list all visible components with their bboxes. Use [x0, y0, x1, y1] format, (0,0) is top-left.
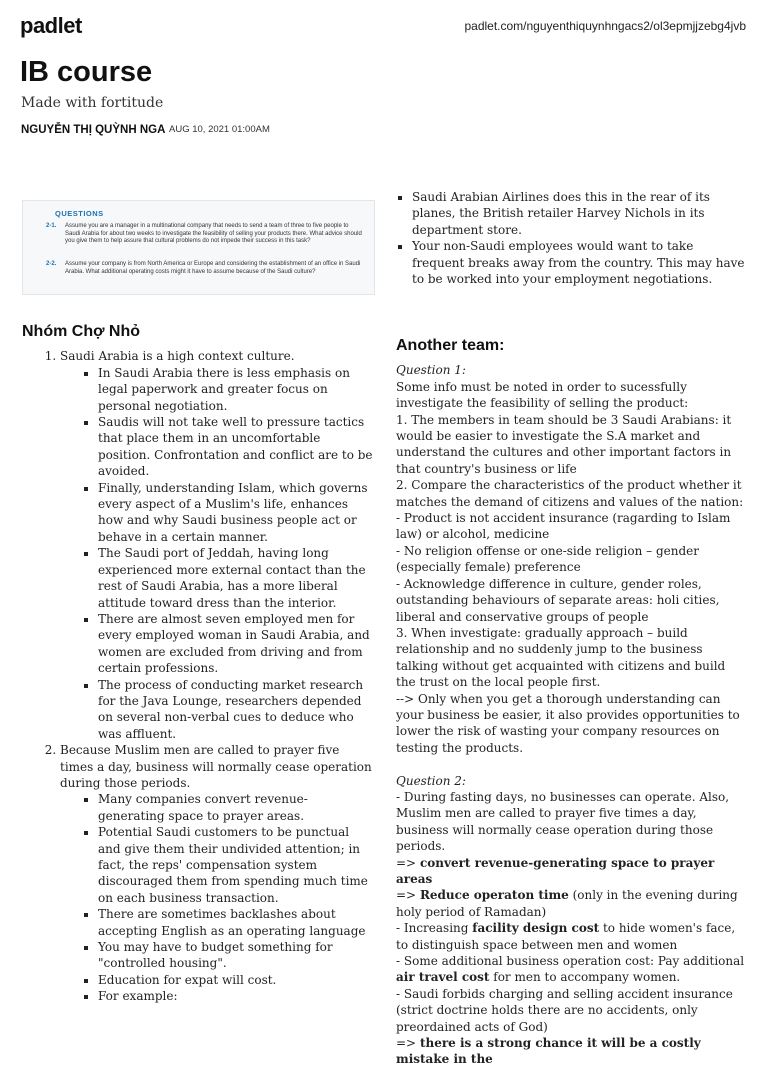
paragraph: [396, 1035, 748, 1068]
paragraph: - Product is not accident insurance (ragarding to Islam law) or alcohol, medicine: [396, 511, 731, 542]
author-name[interactable]: NGUYỄN THỊ QUỲNH NGA: [21, 124, 166, 136]
right-top-column: [396, 189, 748, 287]
list-item: ▪ The process of conducting market research for the Java Lounge, researchers depended on several non-verbal cues to deduce who was affluent.: [98, 677, 374, 743]
spacer: [396, 756, 748, 772]
left-column: [22, 324, 374, 1005]
list-item: ▪ The Saudi port of Jeddah, having long experienced more external contact than the rest of Saudi Arabia, has a more liberal attitude toward dress than the interior.: [98, 545, 374, 611]
paragraph: - Saudi forbids charging and selling accident insurance (strict doctrine holds there are no accidents, only preordained acts of God): [396, 986, 733, 1034]
paragraph: - No religion offense or one-side religion – gender (especially female) preference: [396, 543, 699, 575]
question-text: Assume your company is from North America or Europe and considering the establishment of an office in Saudi Arabia. What additional operating costs might it have to assume because of the Saudi culture?: [65, 261, 361, 275]
paragraph: 1. The members in team should be 3 Saudi Arabians: it would be easier to investigate the S.A market and understand the cultures and other important factors in that country's business or life: [396, 412, 732, 476]
right-column: [396, 338, 748, 1068]
list-item: ▪ You may have to budget something for "controlled housing".: [98, 939, 374, 972]
bullet-list: [60, 791, 374, 1004]
questions-image[interactable]: [22, 200, 375, 295]
list-item: ▪ There are almost seven employed men for every employed woman in Saudi Arabia, and women are excluded from driving and from certain professions.: [98, 611, 374, 677]
bold-text: facility design cost: [472, 921, 600, 936]
list-item: ▪ Many companies convert revenue-generating space to prayer areas.: [98, 791, 374, 824]
bold-text: there is a strong chance it will be a costly mistake in the: [396, 1036, 701, 1067]
post-subtitle: Made with fortitude: [21, 95, 164, 111]
bullet-list: [396, 189, 748, 287]
paragraph: [396, 953, 748, 986]
paragraph: Some info must be noted in order to sucessfully investigate the feasibility of selling the product:: [396, 379, 689, 411]
top-bar: [0, 0, 768, 52]
question-item: [47, 223, 363, 246]
list-item: ▪ There are sometimes backlashes about accepting English as an operating language: [98, 906, 374, 939]
paragraph: 2. Compare the characteristics of the product whether it matches the demand of citizens and values of the nation:: [396, 478, 744, 509]
numbered-list: [22, 348, 374, 1004]
padlet-logo[interactable]: padlet: [20, 13, 82, 38]
question-text: Assume you are a manager in a multinational company that needs to send a team of three to five people to Saudi Arabia for about two weeks to investigate the feasibility of selling your products there. What advice should you give them to help assure that cultural problems do not impede their success in this task?: [65, 223, 362, 245]
list-item: [60, 348, 374, 742]
paragraph: [396, 855, 748, 888]
question-item: [47, 261, 363, 276]
question-number: 2-2.: [46, 261, 57, 267]
text-prefix: - Some additional business operation cost: Pay additional: [396, 954, 745, 969]
bold-text: Reduce operaton time: [419, 888, 569, 903]
text-rest: to hide women's face, to distinguish space between men and women: [396, 921, 736, 952]
list-item-text: Saudi Arabia is a high context culture.: [60, 349, 295, 364]
list-item: ▪ For example:: [98, 988, 374, 1004]
list-item: ▪ In Saudi Arabia there is less emphasis on legal paperwork and greater focus on personal negotiation.: [98, 365, 374, 414]
list-item-text: Because Muslim men are called to prayer five times a day, business will normally cease operation during those periods.: [60, 743, 372, 790]
list-item: [60, 742, 374, 1005]
bold-text: convert revenue-generating space to prayer areas: [396, 855, 715, 886]
post-date: AUG 10, 2021 01:00AM: [169, 124, 270, 135]
question-label: [396, 362, 748, 378]
text-prefix: =>: [396, 855, 420, 870]
list-item: ▪ Potential Saudi customers to be punctual and give them their undivided attention; in fact, the reps' compensation system discouraged them from spending much time on each business transaction.: [98, 824, 374, 906]
question-1-label: Question 1:: [396, 363, 466, 378]
paragraph: --> Only when you get a thorough understanding can your business be easier, it also provides opportunities to lower the risk of wasting your company resources on testing the products.: [396, 691, 740, 755]
list-item: ▪ Your non-Saudi employees would want to take frequent breaks away from the country. This may have to be worked into your employment negotiations.: [412, 238, 748, 287]
post-title: IB course: [20, 56, 153, 88]
paragraph: - Acknowledge difference in culture, gender roles, outstanding behaviours of separate areas: holi cities, liberal and conservative groups of people: [396, 576, 720, 624]
text-rest: for men to accompany women.: [489, 970, 681, 985]
bold-text: air travel cost: [396, 970, 490, 985]
text-prefix: =>: [396, 1036, 420, 1051]
list-item: ▪ Finally, understanding Islam, which governs every aspect of a Muslim's life, enhances how and why Saudi business people act or behave in a certain manner.: [98, 480, 374, 546]
text-prefix: =>: [396, 888, 420, 903]
section-heading-nhom-cho-nho: Nhóm Chợ Nhỏ: [22, 323, 141, 340]
bullet-list: [60, 365, 374, 742]
questions-heading: QUESTIONS: [55, 209, 104, 218]
padlet-url[interactable]: padlet.com/nguyenthiquynhngacs2/ol3epmjjzebg4jvb: [464, 19, 746, 33]
list-item: ▪ Saudis will not take well to pressure tactics that place them in an uncomfortable position. Confrontation and conflict are to be avoided.: [98, 414, 374, 480]
paragraph: 3. When investigate: gradually approach – build relationship and no suddenly jump to the business talking without get acquainted with citizens and build the trust on the local people first.: [396, 625, 726, 690]
paragraph: [396, 920, 748, 953]
question-number: 2-1.: [46, 223, 57, 229]
paragraph: - During fasting days, no businesses can operate. Also, Muslim men are called to prayer five times a day, business will normally cease operation during those periods.: [396, 789, 730, 854]
text-prefix: - Increasing: [396, 921, 473, 936]
section-heading-another-team: Another team:: [396, 337, 505, 354]
question-label: [396, 773, 748, 789]
text-rest: (only in the evening during holy period of Ramadan): [396, 888, 738, 919]
question-2-label: Question 2:: [396, 773, 466, 788]
list-item: ▪ Education for expat will cost.: [98, 972, 374, 988]
list-item: ▪ Saudi Arabian Airlines does this in the rear of its planes, the British retailer Harvey Nichols in its department store.: [412, 189, 748, 238]
paragraph: [396, 887, 748, 920]
